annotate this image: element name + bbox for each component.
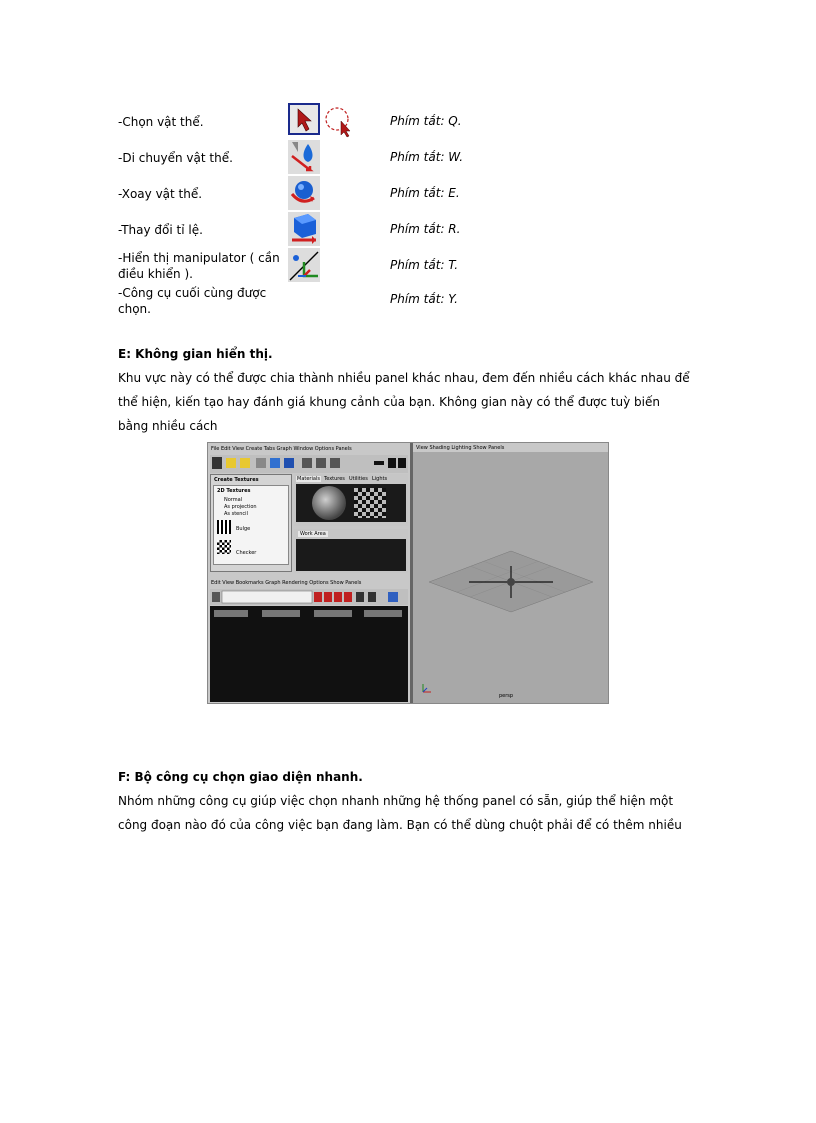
tab-textures[interactable]: Textures — [324, 476, 345, 482]
section-f-heading: F: Bộ công cụ chọn giao diện nhanh. — [118, 770, 363, 784]
shortcut-w: Phím tắt: W. — [390, 150, 464, 164]
section-f-line-1: Nhóm những công cụ giúp việc chọn nhanh những hệ thống panel có sẵn, giúp thể hiện một — [118, 794, 674, 808]
textures-list — [213, 485, 289, 565]
materials-tabs-panel — [294, 474, 408, 526]
work-area-panel — [294, 529, 408, 573]
scale-tool-icon[interactable] — [288, 212, 320, 244]
tool-label-scale: -Thay đổi tỉ lệ. — [118, 223, 203, 237]
section-f-paragraph — [118, 789, 708, 837]
hypershade-panel — [208, 443, 410, 703]
viewport-grid — [413, 452, 608, 703]
section-e-line-2: thể hiện, kiến tạo hay đánh giá khung cảnh của bạn. Không gian này có thể được tuỳ biến — [118, 395, 660, 409]
section-f-line-2: công đoạn nào đó của công việc bạn đang làm. Bạn có thể dùng chuột phải để có thêm nhiều — [118, 818, 682, 832]
graph-node-3[interactable] — [314, 610, 352, 617]
hypergraph-toolbar — [210, 589, 408, 605]
tool-label-move: -Di chuyển vật thể. — [118, 151, 233, 165]
last-tool-lasso-icon — [321, 103, 353, 139]
create-textures-title: Create Textures — [214, 477, 259, 483]
graph-node-4[interactable] — [364, 610, 402, 617]
texture-checker[interactable]: Checker — [236, 550, 257, 556]
move-tool-icon[interactable] — [288, 140, 320, 172]
viewport-menu: View Shading Lighting Show Panels — [416, 445, 505, 451]
checker-swatch[interactable] — [354, 488, 386, 518]
perspective-viewport[interactable] — [413, 443, 608, 703]
viewport-camera-label: persp — [499, 693, 514, 699]
material-sphere-swatch[interactable] — [312, 486, 346, 520]
tab-materials[interactable]: Materials — [297, 476, 320, 482]
hypershade-menu: File Edit View Create Tabs Graph Window Options Panels — [211, 446, 352, 452]
select-arrow-icon[interactable] — [288, 103, 320, 135]
maya-screenshot — [207, 442, 609, 704]
viewport-menubar — [413, 443, 608, 452]
section-e-heading: E: Không gian hiển thị. — [118, 347, 273, 361]
graph-node-2[interactable] — [262, 610, 300, 617]
option-normal[interactable]: Normal — [224, 497, 243, 503]
checker-texture-icon[interactable] — [217, 540, 231, 554]
materials-swatch-area — [296, 484, 406, 522]
hypergraph-menu: Edit View Bookmarks Graph Rendering Options Show Panels — [211, 580, 362, 586]
tab-utilities[interactable]: Utilities — [349, 476, 368, 482]
section-e-paragraph — [118, 366, 708, 438]
textures-2d-label: 2D Textures — [217, 488, 251, 494]
shortcut-e: Phím tắt: E. — [390, 186, 460, 200]
hypershade-toolbar — [210, 455, 408, 473]
option-stencil[interactable]: As stencil — [224, 511, 248, 517]
tool-label-last-tool: -Công cụ cuối cùng được chọn. — [118, 286, 267, 316]
manipulator-icon[interactable] — [288, 248, 320, 282]
rotate-tool-icon[interactable] — [288, 176, 320, 208]
work-area-canvas[interactable] — [296, 539, 406, 571]
bulge-texture-icon[interactable] — [217, 520, 231, 534]
shortcut-q: Phím tắt: Q. — [390, 114, 462, 128]
create-textures-panel — [210, 474, 292, 572]
tool-label-select: -Chọn vật thể. — [118, 115, 204, 129]
section-e-line-3: bằng nhiều cách — [118, 419, 218, 433]
section-e-line-1: Khu vực này có thể được chia thành nhiều panel khác nhau, đem đến nhiều cách khác nhau để — [118, 371, 690, 385]
tab-work-area[interactable]: Work Area — [300, 531, 326, 537]
tab-lights[interactable]: Lights — [372, 476, 388, 482]
tool-label-rotate: -Xoay vật thể. — [118, 187, 203, 201]
graph-node-1[interactable] — [214, 610, 248, 617]
texture-bulge[interactable]: Bulge — [236, 526, 251, 532]
tool-label-manipulator: -Hiển thị manipulator ( cần điều khiển ). — [118, 251, 280, 281]
shortcut-t: Phím tắt: T. — [390, 258, 459, 272]
shortcut-r: Phím tắt: R. — [390, 222, 461, 236]
option-projection[interactable]: As projection — [224, 504, 257, 510]
hypergraph-canvas[interactable] — [210, 606, 408, 702]
shortcut-y: Phím tắt: Y. — [390, 292, 458, 306]
